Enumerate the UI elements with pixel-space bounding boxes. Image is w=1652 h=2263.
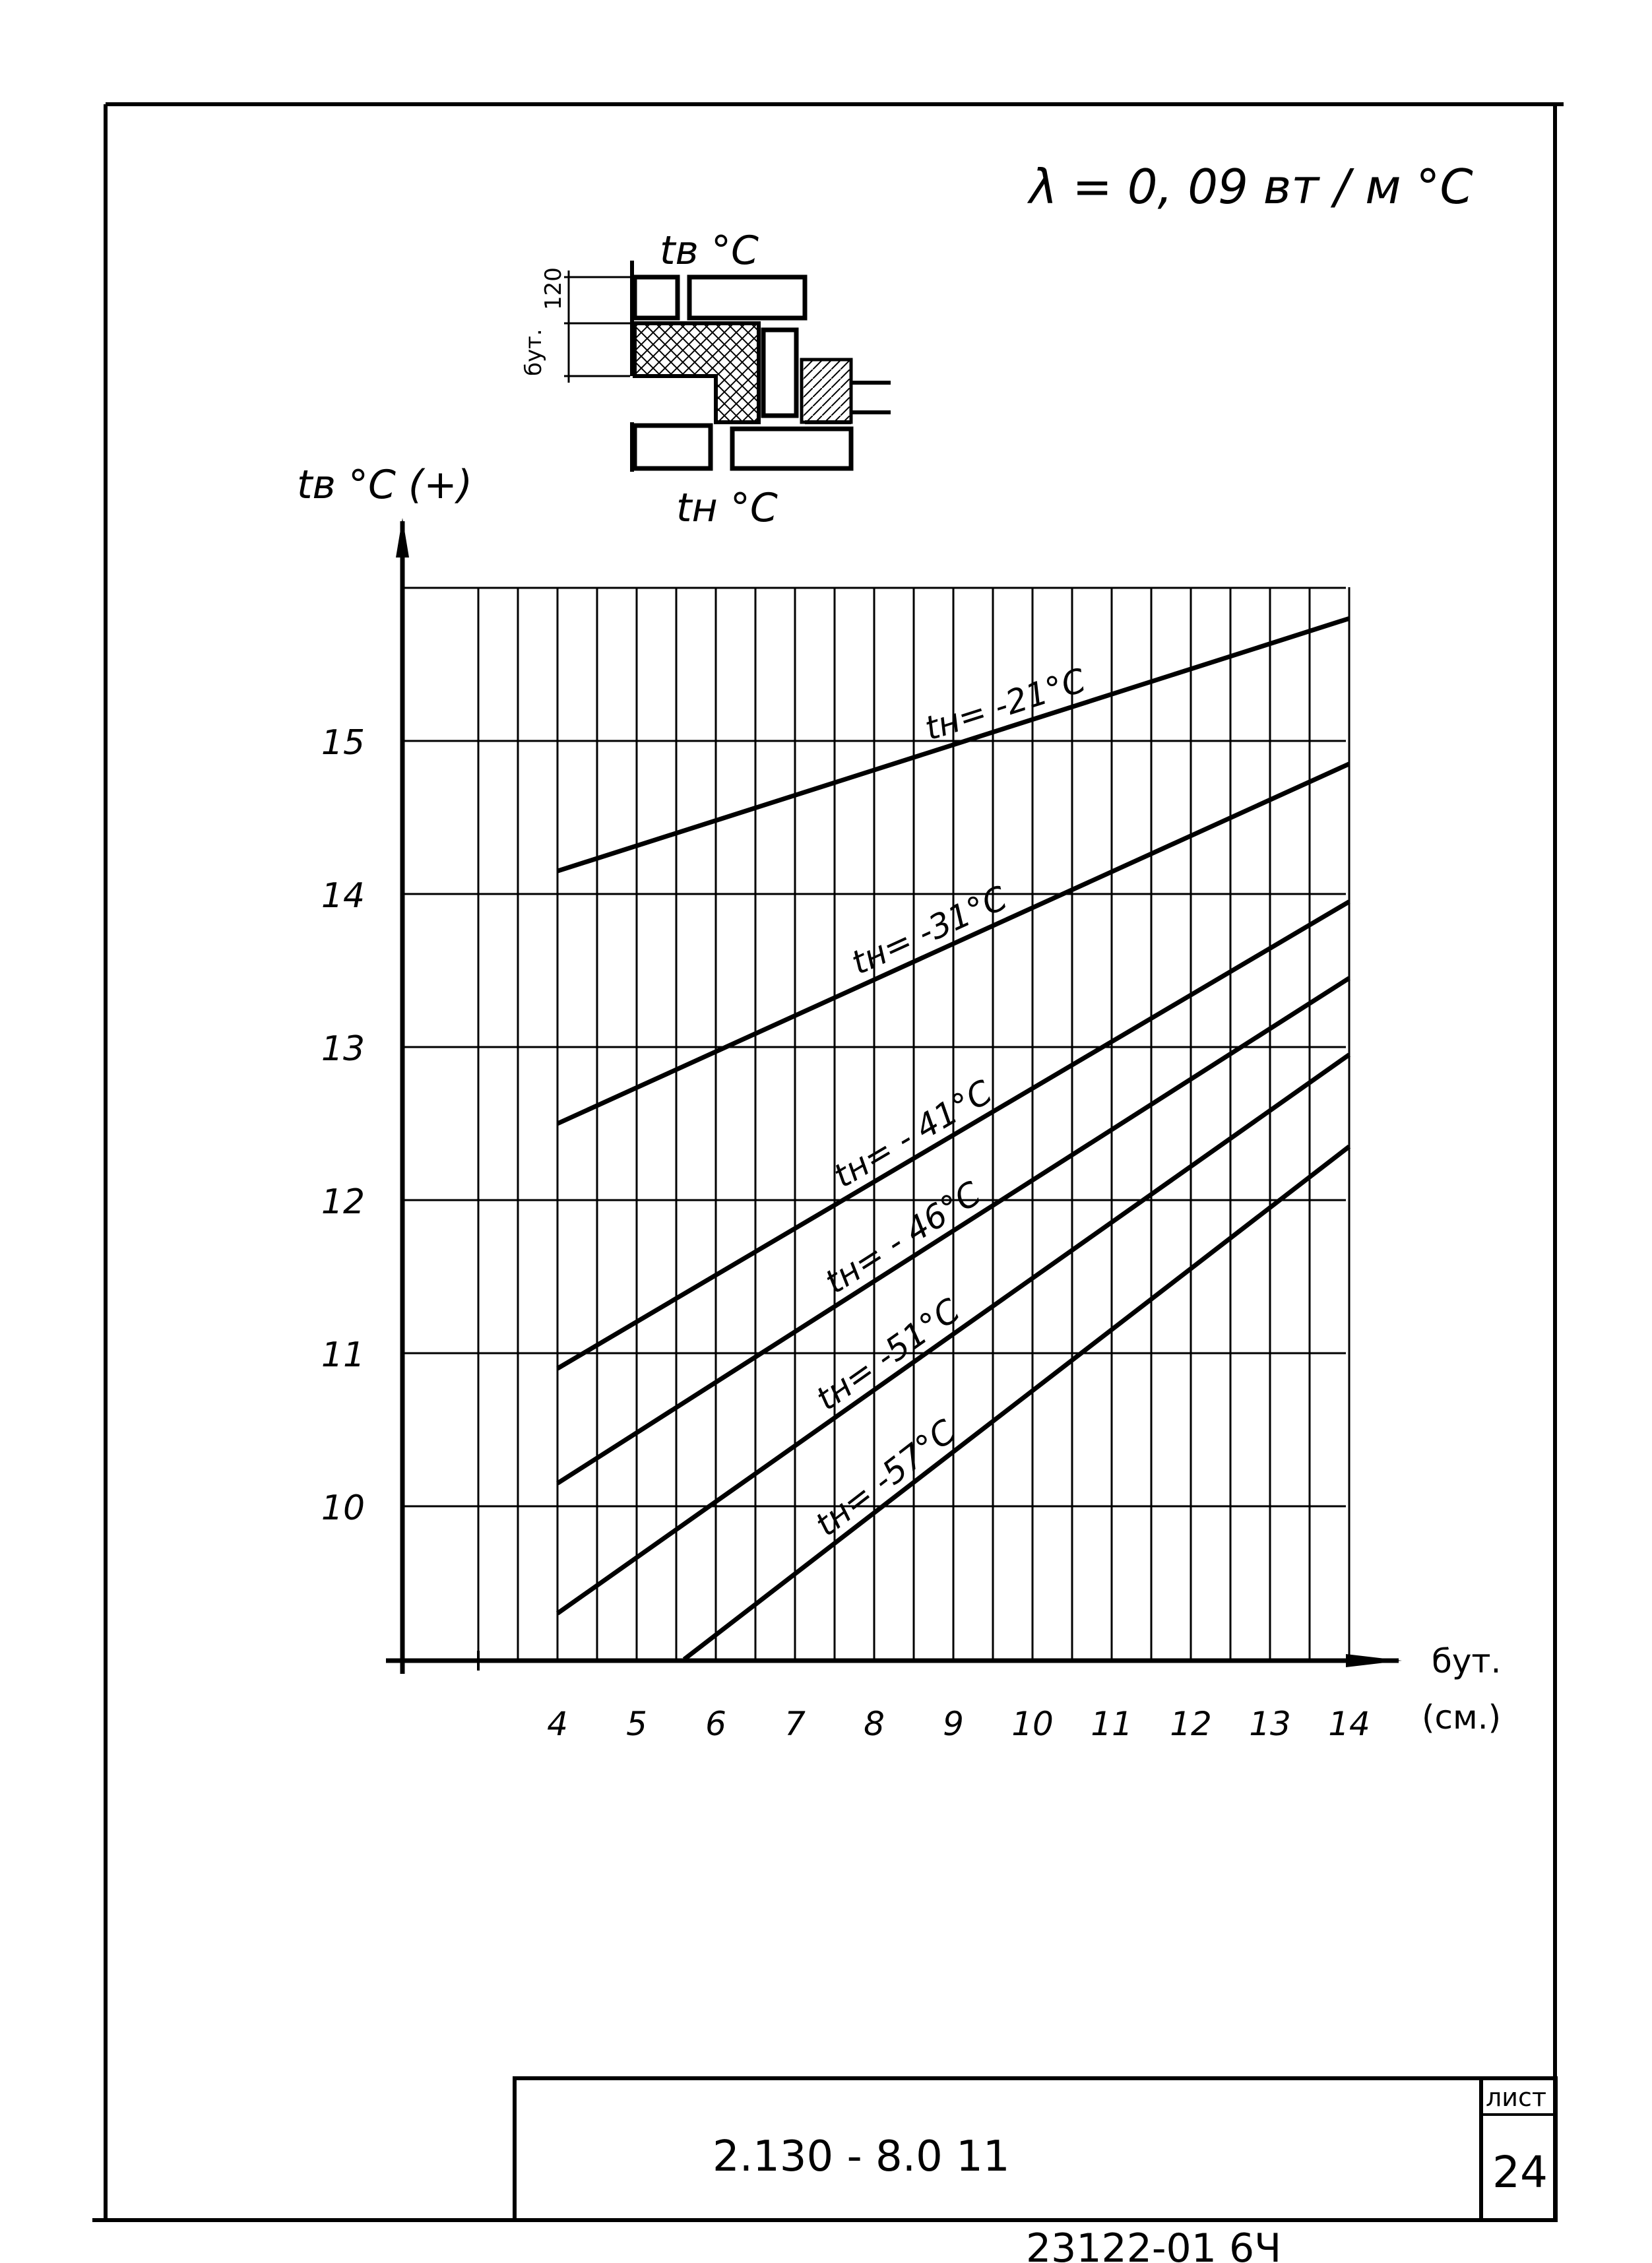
y-tick-label: 12 <box>321 1182 365 1222</box>
x-tick-label: 13 <box>1249 1705 1291 1743</box>
sheet-label: лист <box>1486 2083 1547 2112</box>
series-label: tн= -57°С <box>808 1412 963 1544</box>
sketch-top-label: tв °С <box>660 228 759 274</box>
y-tick-label: 14 <box>321 876 365 916</box>
y-tick-label: 11 <box>321 1335 365 1375</box>
footer-code: 23122-01 6Ч <box>1026 2225 1282 2263</box>
series-label: tн= -31°С <box>845 878 1013 982</box>
sheet-number: 24 <box>1492 2147 1548 2198</box>
sketch-bottom-label: tн °С <box>676 485 778 531</box>
y-axis-arrow <box>396 518 409 558</box>
series-labels <box>808 661 1091 1544</box>
y-tick-labels <box>321 723 365 1528</box>
x-tick-label: 6 <box>705 1705 726 1743</box>
doc-number: 2.130 - 8.0 11 <box>713 2132 1010 2181</box>
sketch-dim-value: 120 <box>540 267 567 310</box>
series-label: tн= - 46°С <box>818 1174 988 1302</box>
x-tick-label: 4 <box>547 1705 568 1743</box>
title-block <box>515 2078 1556 2263</box>
x-tick-label: 11 <box>1091 1705 1133 1743</box>
series-label: tн= - 41°С <box>827 1072 999 1195</box>
lambda-label: λ = 0, 09 вт / м °С <box>1029 159 1473 214</box>
y-tick-label: 13 <box>321 1029 365 1069</box>
x-tick-label: 14 <box>1328 1705 1370 1743</box>
series-label: tн= -21°С <box>920 660 1091 748</box>
y-axis-label: tв °С (+) <box>297 462 473 508</box>
wall-detail-sketch <box>521 228 891 531</box>
x-tick-label: 7 <box>784 1705 806 1743</box>
x-axis-label: бут. <box>1432 1642 1502 1680</box>
x-tick-label: 5 <box>626 1705 647 1743</box>
x-tick-labels <box>547 1705 1370 1743</box>
series-label: tн= -51°С <box>809 1291 967 1418</box>
x-tick-label: 12 <box>1170 1705 1212 1743</box>
series-line <box>684 1147 1349 1659</box>
x-tick-label: 8 <box>864 1705 885 1743</box>
sketch-dim-label: бут. <box>521 329 547 376</box>
x-axis-unit: (см.) <box>1422 1698 1502 1737</box>
x-tick-label: 10 <box>1011 1705 1054 1743</box>
chart-area <box>297 462 1501 1743</box>
y-tick-label: 10 <box>321 1488 365 1528</box>
x-tick-label: 9 <box>943 1705 964 1743</box>
y-tick-label: 15 <box>321 723 365 763</box>
x-axis-arrow <box>1346 1654 1402 1667</box>
